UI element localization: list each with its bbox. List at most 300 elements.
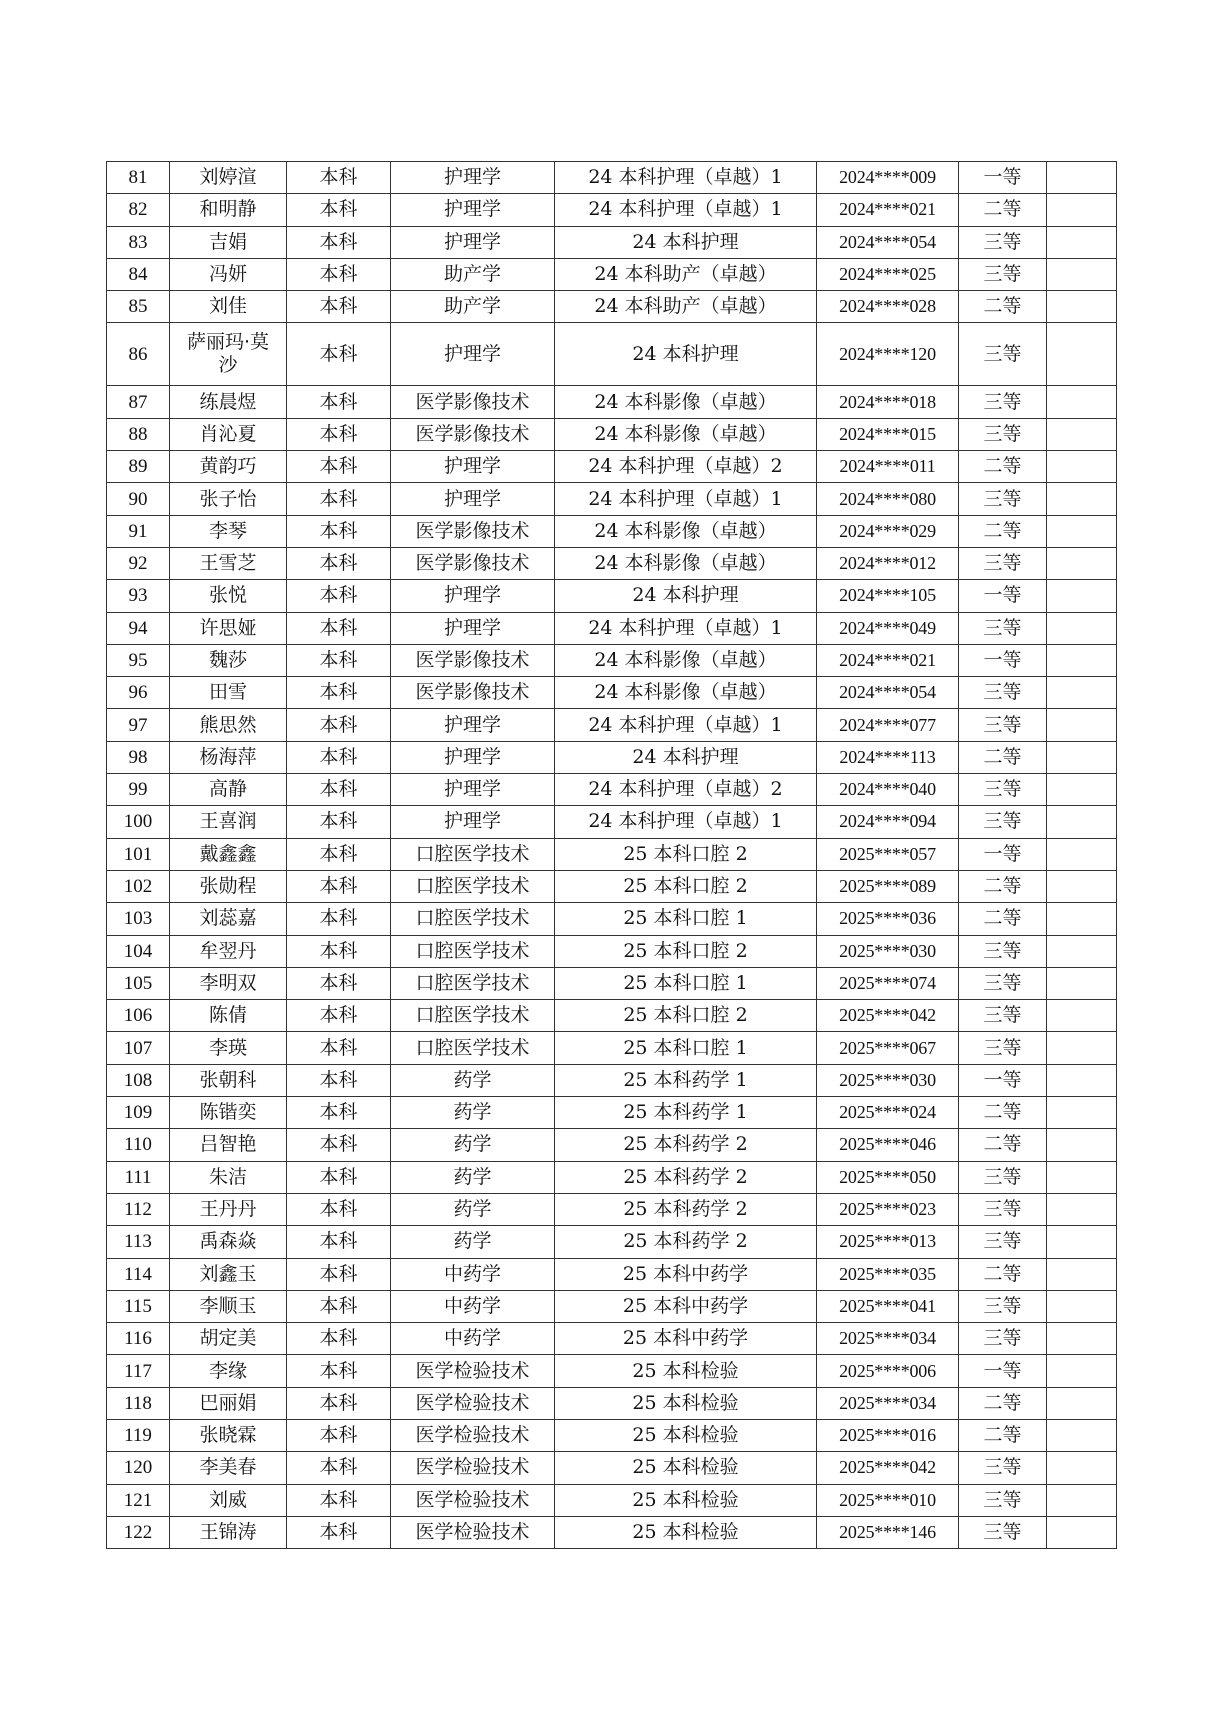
remark-cell xyxy=(1047,483,1117,515)
award-grade-cell: 一等 xyxy=(959,580,1047,612)
class-name-cell: 25 本科药学 2 xyxy=(555,1129,817,1161)
student-id-cell: 2025****057 xyxy=(817,838,959,870)
student-id-cell: 2024****009 xyxy=(817,162,959,194)
award-grade-cell: 三等 xyxy=(959,612,1047,644)
class-name-cell: 25 本科药学 1 xyxy=(555,1064,817,1096)
student-id-cell: 2025****013 xyxy=(817,1226,959,1258)
remark-cell xyxy=(1047,1452,1117,1484)
student-name-cell: 陈锴奕 xyxy=(170,1097,287,1129)
student-name-cell: 熊思然 xyxy=(170,709,287,741)
table-row xyxy=(107,1226,1117,1258)
remark-cell xyxy=(1047,1129,1117,1161)
major-cell: 药学 xyxy=(391,1193,555,1225)
award-grade-cell: 三等 xyxy=(959,1323,1047,1355)
row-number-cell: 83 xyxy=(107,226,170,258)
remark-cell xyxy=(1047,1419,1117,1451)
remark-cell xyxy=(1047,935,1117,967)
student-name-cell: 李顺玉 xyxy=(170,1290,287,1322)
award-grade-cell: 二等 xyxy=(959,903,1047,935)
major-cell: 中药学 xyxy=(391,1290,555,1322)
student-id-cell: 2025****034 xyxy=(817,1323,959,1355)
major-cell: 药学 xyxy=(391,1097,555,1129)
award-grade-cell: 三等 xyxy=(959,547,1047,579)
education-level-cell: 本科 xyxy=(287,1097,391,1129)
class-name-cell: 25 本科口腔 2 xyxy=(555,935,817,967)
row-number-cell: 95 xyxy=(107,644,170,676)
remark-cell xyxy=(1047,1484,1117,1516)
class-name-cell: 24 本科护理（卓越）1 xyxy=(555,483,817,515)
student-id-cell: 2024****015 xyxy=(817,418,959,450)
education-level-cell: 本科 xyxy=(287,1032,391,1064)
student-id-cell: 2025****042 xyxy=(817,1452,959,1484)
table-row xyxy=(107,483,1117,515)
award-grade-cell: 二等 xyxy=(959,1258,1047,1290)
award-grade-cell: 三等 xyxy=(959,1193,1047,1225)
student-name-cell: 牟翌丹 xyxy=(170,935,287,967)
remark-cell xyxy=(1047,870,1117,902)
table-row xyxy=(107,1516,1117,1548)
row-number-cell: 115 xyxy=(107,1290,170,1322)
row-number-cell: 84 xyxy=(107,258,170,290)
student-id-cell: 2024****012 xyxy=(817,547,959,579)
major-cell: 口腔医学技术 xyxy=(391,903,555,935)
row-number-cell: 118 xyxy=(107,1387,170,1419)
table-row xyxy=(107,226,1117,258)
row-number-cell: 122 xyxy=(107,1516,170,1548)
row-number-cell: 119 xyxy=(107,1419,170,1451)
remark-cell xyxy=(1047,515,1117,547)
student-name-cell: 李瑛 xyxy=(170,1032,287,1064)
major-cell: 护理学 xyxy=(391,741,555,773)
student-name-cell: 吕智艳 xyxy=(170,1129,287,1161)
student-name-cell: 魏莎 xyxy=(170,644,287,676)
row-number-cell: 104 xyxy=(107,935,170,967)
major-cell: 护理学 xyxy=(391,774,555,806)
student-name-cell: 杨海萍 xyxy=(170,741,287,773)
class-name-cell: 24 本科影像（卓越） xyxy=(555,515,817,547)
award-grade-cell: 三等 xyxy=(959,935,1047,967)
class-name-cell: 25 本科口腔 2 xyxy=(555,1000,817,1032)
education-level-cell: 本科 xyxy=(287,1064,391,1096)
table-row xyxy=(107,1000,1117,1032)
table-row xyxy=(107,709,1117,741)
table-row xyxy=(107,1064,1117,1096)
education-level-cell: 本科 xyxy=(287,644,391,676)
row-number-cell: 108 xyxy=(107,1064,170,1096)
major-cell: 护理学 xyxy=(391,323,555,386)
major-cell: 口腔医学技术 xyxy=(391,1000,555,1032)
class-name-cell: 24 本科助产（卓越） xyxy=(555,258,817,290)
award-grade-cell: 三等 xyxy=(959,709,1047,741)
education-level-cell: 本科 xyxy=(287,1129,391,1161)
award-grade-cell: 一等 xyxy=(959,838,1047,870)
award-grade-cell: 三等 xyxy=(959,483,1047,515)
remark-cell xyxy=(1047,386,1117,418)
row-number-cell: 102 xyxy=(107,870,170,902)
award-grade-cell: 三等 xyxy=(959,226,1047,258)
class-name-cell: 25 本科口腔 1 xyxy=(555,903,817,935)
education-level-cell: 本科 xyxy=(287,547,391,579)
student-name-cell: 萨丽玛·莫沙 xyxy=(170,323,287,386)
remark-cell xyxy=(1047,709,1117,741)
major-cell: 中药学 xyxy=(391,1258,555,1290)
major-cell: 医学检验技术 xyxy=(391,1387,555,1419)
student-name-cell: 王丹丹 xyxy=(170,1193,287,1225)
education-level-cell: 本科 xyxy=(287,418,391,450)
student-id-cell: 2024****040 xyxy=(817,774,959,806)
class-name-cell: 24 本科护理 xyxy=(555,226,817,258)
student-id-cell: 2024****021 xyxy=(817,644,959,676)
student-id-cell: 2025****089 xyxy=(817,870,959,902)
student-id-cell: 2025****010 xyxy=(817,1484,959,1516)
class-name-cell: 24 本科护理 xyxy=(555,580,817,612)
student-id-cell: 2025****146 xyxy=(817,1516,959,1548)
remark-cell xyxy=(1047,1516,1117,1548)
remark-cell xyxy=(1047,451,1117,483)
student-id-cell: 2024****077 xyxy=(817,709,959,741)
major-cell: 医学影像技术 xyxy=(391,386,555,418)
row-number-cell: 89 xyxy=(107,451,170,483)
student-id-cell: 2025****030 xyxy=(817,1064,959,1096)
award-grade-cell: 三等 xyxy=(959,806,1047,838)
row-number-cell: 103 xyxy=(107,903,170,935)
student-id-cell: 2025****067 xyxy=(817,1032,959,1064)
row-number-cell: 96 xyxy=(107,677,170,709)
row-number-cell: 112 xyxy=(107,1193,170,1225)
student-id-cell: 2025****006 xyxy=(817,1355,959,1387)
table-row xyxy=(107,451,1117,483)
award-grade-cell: 二等 xyxy=(959,291,1047,323)
education-level-cell: 本科 xyxy=(287,774,391,806)
remark-cell xyxy=(1047,1258,1117,1290)
award-grade-cell: 三等 xyxy=(959,774,1047,806)
class-name-cell: 25 本科药学 1 xyxy=(555,1097,817,1129)
major-cell: 助产学 xyxy=(391,258,555,290)
award-grade-cell: 二等 xyxy=(959,741,1047,773)
education-level-cell: 本科 xyxy=(287,870,391,902)
major-cell: 护理学 xyxy=(391,806,555,838)
row-number-cell: 91 xyxy=(107,515,170,547)
student-name-cell: 李美春 xyxy=(170,1452,287,1484)
student-id-cell: 2024****025 xyxy=(817,258,959,290)
student-id-cell: 2024****094 xyxy=(817,806,959,838)
remark-cell xyxy=(1047,323,1117,386)
class-name-cell: 24 本科护理 xyxy=(555,741,817,773)
class-name-cell: 25 本科药学 2 xyxy=(555,1161,817,1193)
award-grade-cell: 三等 xyxy=(959,1484,1047,1516)
major-cell: 助产学 xyxy=(391,291,555,323)
major-cell: 口腔医学技术 xyxy=(391,870,555,902)
table-row xyxy=(107,1387,1117,1419)
major-cell: 医学检验技术 xyxy=(391,1452,555,1484)
education-level-cell: 本科 xyxy=(287,1323,391,1355)
education-level-cell: 本科 xyxy=(287,386,391,418)
student-name-cell: 冯妍 xyxy=(170,258,287,290)
education-level-cell: 本科 xyxy=(287,1516,391,1548)
award-grade-cell: 二等 xyxy=(959,870,1047,902)
row-number-cell: 97 xyxy=(107,709,170,741)
education-level-cell: 本科 xyxy=(287,1419,391,1451)
student-name-cell: 吉娟 xyxy=(170,226,287,258)
major-cell: 医学影像技术 xyxy=(391,677,555,709)
row-number-cell: 81 xyxy=(107,162,170,194)
education-level-cell: 本科 xyxy=(287,451,391,483)
student-name-cell: 王喜润 xyxy=(170,806,287,838)
award-grade-cell: 三等 xyxy=(959,1032,1047,1064)
major-cell: 口腔医学技术 xyxy=(391,838,555,870)
education-level-cell: 本科 xyxy=(287,967,391,999)
row-number-cell: 106 xyxy=(107,1000,170,1032)
table-row xyxy=(107,194,1117,226)
remark-cell xyxy=(1047,1097,1117,1129)
remark-cell xyxy=(1047,1064,1117,1096)
award-grade-cell: 一等 xyxy=(959,1355,1047,1387)
major-cell: 护理学 xyxy=(391,709,555,741)
education-level-cell: 本科 xyxy=(287,1387,391,1419)
remark-cell xyxy=(1047,677,1117,709)
class-name-cell: 24 本科护理 xyxy=(555,323,817,386)
class-name-cell: 25 本科口腔 1 xyxy=(555,967,817,999)
student-id-cell: 2024****080 xyxy=(817,483,959,515)
table-row xyxy=(107,677,1117,709)
class-name-cell: 25 本科检验 xyxy=(555,1355,817,1387)
major-cell: 中药学 xyxy=(391,1323,555,1355)
education-level-cell: 本科 xyxy=(287,258,391,290)
table-row xyxy=(107,1258,1117,1290)
remark-cell xyxy=(1047,162,1117,194)
class-name-cell: 25 本科检验 xyxy=(555,1419,817,1451)
student-name-cell: 刘鑫玉 xyxy=(170,1258,287,1290)
remark-cell xyxy=(1047,644,1117,676)
student-name-cell: 张子怡 xyxy=(170,483,287,515)
table-row xyxy=(107,612,1117,644)
row-number-cell: 114 xyxy=(107,1258,170,1290)
education-level-cell: 本科 xyxy=(287,1258,391,1290)
table-body xyxy=(107,162,1117,1549)
education-level-cell: 本科 xyxy=(287,612,391,644)
education-level-cell: 本科 xyxy=(287,1355,391,1387)
class-name-cell: 24 本科影像（卓越） xyxy=(555,644,817,676)
education-level-cell: 本科 xyxy=(287,162,391,194)
student-name-cell: 陈倩 xyxy=(170,1000,287,1032)
education-level-cell: 本科 xyxy=(287,1193,391,1225)
class-name-cell: 24 本科护理（卓越）1 xyxy=(555,709,817,741)
student-id-cell: 2025****041 xyxy=(817,1290,959,1322)
row-number-cell: 107 xyxy=(107,1032,170,1064)
student-name-cell: 刘婷渲 xyxy=(170,162,287,194)
class-name-cell: 25 本科药学 2 xyxy=(555,1193,817,1225)
major-cell: 医学检验技术 xyxy=(391,1355,555,1387)
table-row xyxy=(107,1193,1117,1225)
student-name-cell: 戴鑫鑫 xyxy=(170,838,287,870)
award-grade-cell: 三等 xyxy=(959,677,1047,709)
major-cell: 医学影像技术 xyxy=(391,418,555,450)
table-row xyxy=(107,291,1117,323)
class-name-cell: 25 本科口腔 1 xyxy=(555,1032,817,1064)
row-number-cell: 100 xyxy=(107,806,170,838)
major-cell: 医学影像技术 xyxy=(391,515,555,547)
class-name-cell: 24 本科护理（卓越）1 xyxy=(555,806,817,838)
education-level-cell: 本科 xyxy=(287,935,391,967)
education-level-cell: 本科 xyxy=(287,806,391,838)
remark-cell xyxy=(1047,1226,1117,1258)
student-name-cell: 和明静 xyxy=(170,194,287,226)
table-row xyxy=(107,162,1117,194)
remark-cell xyxy=(1047,838,1117,870)
row-number-cell: 92 xyxy=(107,547,170,579)
major-cell: 护理学 xyxy=(391,612,555,644)
award-grade-cell: 二等 xyxy=(959,1097,1047,1129)
award-list-table xyxy=(106,161,1117,1549)
table-row xyxy=(107,258,1117,290)
class-name-cell: 24 本科护理（卓越）2 xyxy=(555,774,817,806)
student-name-cell: 刘佳 xyxy=(170,291,287,323)
award-grade-cell: 三等 xyxy=(959,1452,1047,1484)
class-name-cell: 24 本科影像（卓越） xyxy=(555,547,817,579)
student-name-cell: 禹森焱 xyxy=(170,1226,287,1258)
award-grade-cell: 二等 xyxy=(959,451,1047,483)
class-name-cell: 24 本科助产（卓越） xyxy=(555,291,817,323)
major-cell: 护理学 xyxy=(391,483,555,515)
table-row xyxy=(107,967,1117,999)
major-cell: 医学影像技术 xyxy=(391,644,555,676)
table-row xyxy=(107,1484,1117,1516)
table-row xyxy=(107,1161,1117,1193)
table-row xyxy=(107,1097,1117,1129)
education-level-cell: 本科 xyxy=(287,1000,391,1032)
table-row xyxy=(107,935,1117,967)
student-id-cell: 2024****113 xyxy=(817,741,959,773)
education-level-cell: 本科 xyxy=(287,741,391,773)
student-name-cell: 张悦 xyxy=(170,580,287,612)
class-name-cell: 25 本科检验 xyxy=(555,1484,817,1516)
award-grade-cell: 三等 xyxy=(959,1000,1047,1032)
major-cell: 医学影像技术 xyxy=(391,547,555,579)
student-name-cell: 张朝科 xyxy=(170,1064,287,1096)
education-level-cell: 本科 xyxy=(287,1290,391,1322)
award-grade-cell: 二等 xyxy=(959,194,1047,226)
class-name-cell: 25 本科中药学 xyxy=(555,1290,817,1322)
row-number-cell: 105 xyxy=(107,967,170,999)
student-id-cell: 2025****024 xyxy=(817,1097,959,1129)
table-row xyxy=(107,323,1117,386)
education-level-cell: 本科 xyxy=(287,677,391,709)
award-grade-cell: 三等 xyxy=(959,1161,1047,1193)
award-grade-cell: 三等 xyxy=(959,418,1047,450)
row-number-cell: 121 xyxy=(107,1484,170,1516)
student-name-cell: 胡定美 xyxy=(170,1323,287,1355)
remark-cell xyxy=(1047,547,1117,579)
row-number-cell: 113 xyxy=(107,1226,170,1258)
education-level-cell: 本科 xyxy=(287,323,391,386)
remark-cell xyxy=(1047,1000,1117,1032)
major-cell: 口腔医学技术 xyxy=(391,935,555,967)
remark-cell xyxy=(1047,774,1117,806)
remark-cell xyxy=(1047,1032,1117,1064)
student-id-cell: 2025****042 xyxy=(817,1000,959,1032)
education-level-cell: 本科 xyxy=(287,580,391,612)
remark-cell xyxy=(1047,806,1117,838)
major-cell: 护理学 xyxy=(391,162,555,194)
row-number-cell: 88 xyxy=(107,418,170,450)
major-cell: 口腔医学技术 xyxy=(391,967,555,999)
remark-cell xyxy=(1047,226,1117,258)
education-level-cell: 本科 xyxy=(287,838,391,870)
student-name-cell: 田雪 xyxy=(170,677,287,709)
table-row xyxy=(107,418,1117,450)
row-number-cell: 82 xyxy=(107,194,170,226)
remark-cell xyxy=(1047,1193,1117,1225)
award-grade-cell: 二等 xyxy=(959,515,1047,547)
student-id-cell: 2025****036 xyxy=(817,903,959,935)
remark-cell xyxy=(1047,612,1117,644)
table-row xyxy=(107,386,1117,418)
student-name-cell: 张晓霖 xyxy=(170,1419,287,1451)
remark-cell xyxy=(1047,418,1117,450)
award-grade-cell: 二等 xyxy=(959,1387,1047,1419)
row-number-cell: 116 xyxy=(107,1323,170,1355)
student-name-cell: 李明双 xyxy=(170,967,287,999)
award-grade-cell: 一等 xyxy=(959,644,1047,676)
class-name-cell: 24 本科护理（卓越）1 xyxy=(555,194,817,226)
student-name-cell: 刘蕊嘉 xyxy=(170,903,287,935)
student-id-cell: 2024****029 xyxy=(817,515,959,547)
row-number-cell: 85 xyxy=(107,291,170,323)
student-id-cell: 2024****018 xyxy=(817,386,959,418)
award-grade-cell: 一等 xyxy=(959,162,1047,194)
class-name-cell: 25 本科中药学 xyxy=(555,1258,817,1290)
row-number-cell: 117 xyxy=(107,1355,170,1387)
education-level-cell: 本科 xyxy=(287,709,391,741)
table-row xyxy=(107,644,1117,676)
student-name-cell: 肖沁夏 xyxy=(170,418,287,450)
class-name-cell: 24 本科护理（卓越）1 xyxy=(555,162,817,194)
row-number-cell: 101 xyxy=(107,838,170,870)
student-id-cell: 2025****030 xyxy=(817,935,959,967)
major-cell: 护理学 xyxy=(391,451,555,483)
student-id-cell: 2024****054 xyxy=(817,226,959,258)
class-name-cell: 25 本科检验 xyxy=(555,1452,817,1484)
student-name-cell: 刘威 xyxy=(170,1484,287,1516)
student-id-cell: 2025****016 xyxy=(817,1419,959,1451)
education-level-cell: 本科 xyxy=(287,515,391,547)
major-cell: 医学检验技术 xyxy=(391,1419,555,1451)
award-grade-cell: 三等 xyxy=(959,1226,1047,1258)
remark-cell xyxy=(1047,194,1117,226)
remark-cell xyxy=(1047,967,1117,999)
table-row xyxy=(107,515,1117,547)
student-id-cell: 2024****105 xyxy=(817,580,959,612)
table-row xyxy=(107,580,1117,612)
education-level-cell: 本科 xyxy=(287,903,391,935)
student-name-cell: 许思娅 xyxy=(170,612,287,644)
major-cell: 医学检验技术 xyxy=(391,1516,555,1548)
award-grade-cell: 三等 xyxy=(959,1516,1047,1548)
row-number-cell: 86 xyxy=(107,323,170,386)
class-name-cell: 25 本科检验 xyxy=(555,1516,817,1548)
major-cell: 药学 xyxy=(391,1129,555,1161)
remark-cell xyxy=(1047,258,1117,290)
table-row xyxy=(107,741,1117,773)
student-name-cell: 朱洁 xyxy=(170,1161,287,1193)
table-row xyxy=(107,806,1117,838)
class-name-cell: 25 本科药学 2 xyxy=(555,1226,817,1258)
education-level-cell: 本科 xyxy=(287,194,391,226)
student-id-cell: 2024****028 xyxy=(817,291,959,323)
student-id-cell: 2024****120 xyxy=(817,323,959,386)
table-row xyxy=(107,1290,1117,1322)
education-level-cell: 本科 xyxy=(287,1161,391,1193)
